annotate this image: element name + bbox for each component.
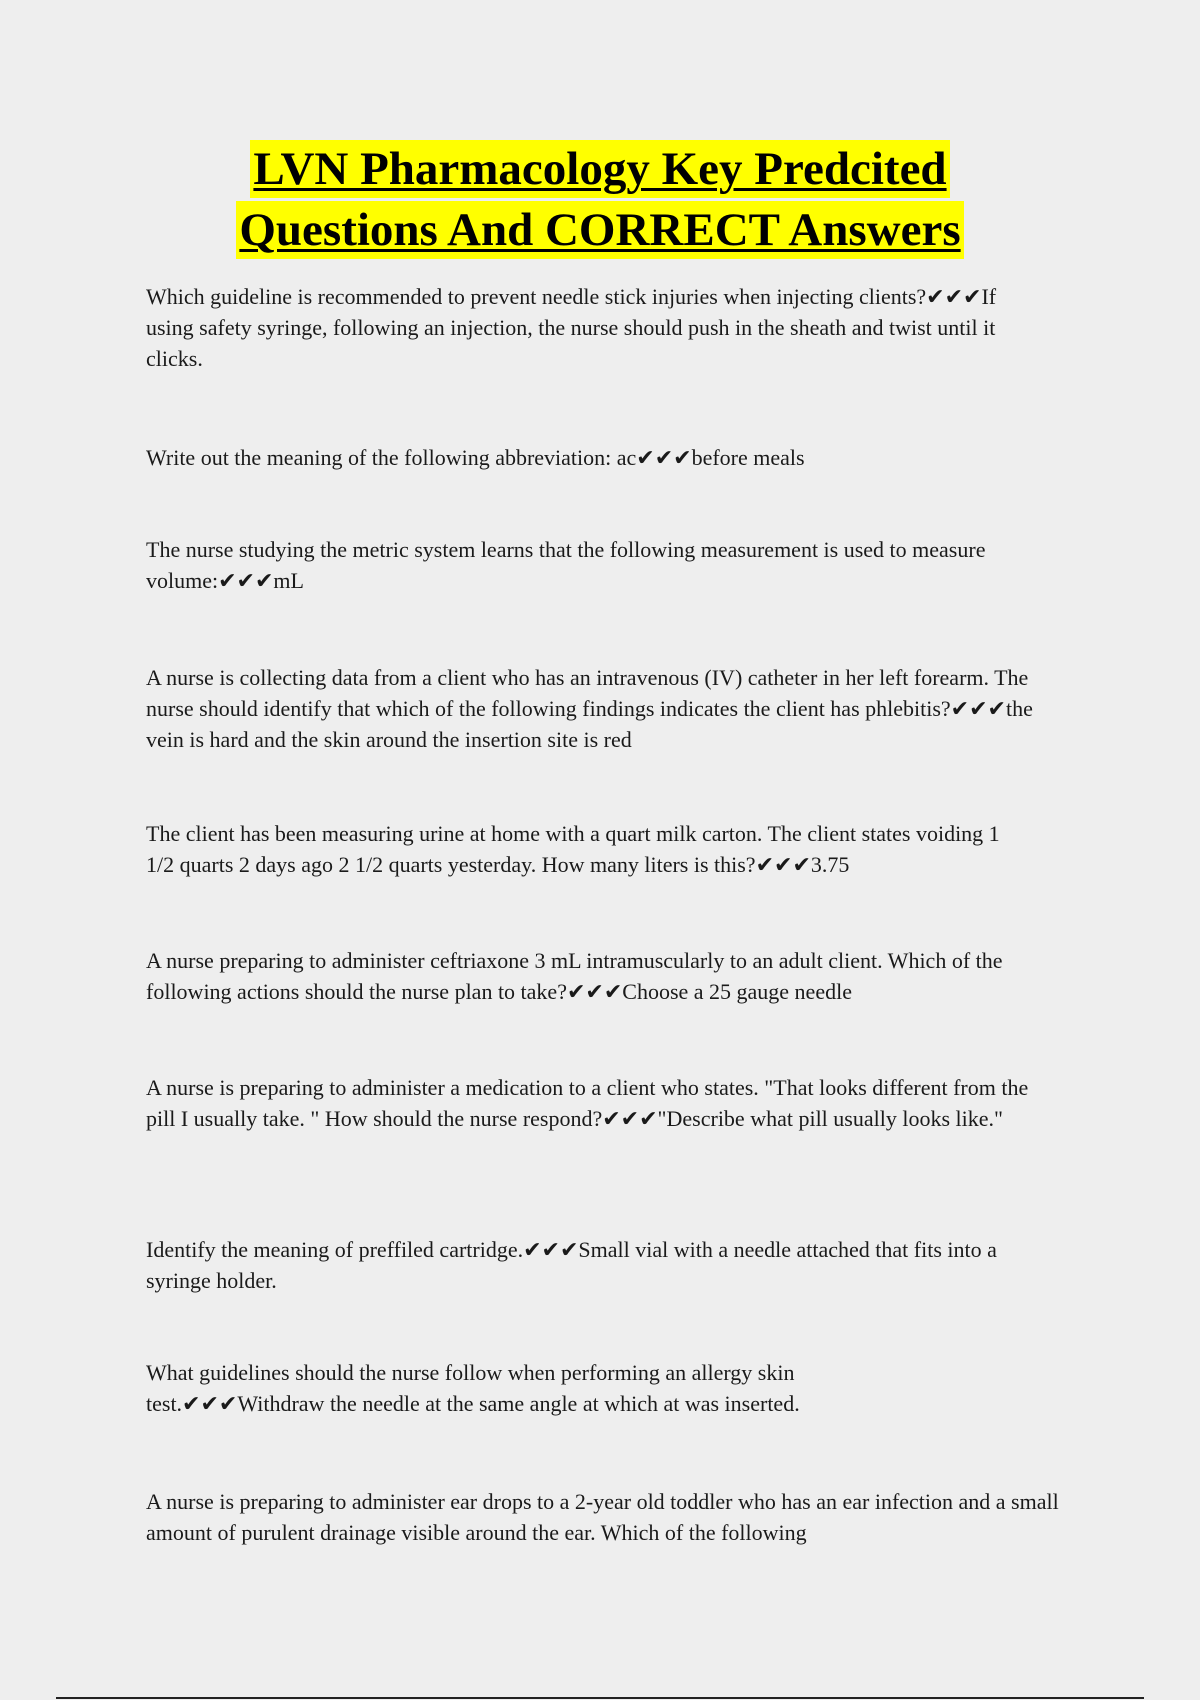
qa-item-4: A nurse is collecting data from a client who has an intravenous (IV) catheter in her left forearm. The nurse should identify that which of the following findings indicates the client has phlebitis?✔✔✔the vein is hard and the skin around the insertion site is red [146,665,1033,752]
qa-item-8: Identify the meaning of preffiled cartridge.✔✔✔Small vial with a needle attached that fits into a syringe holder. [146,1237,997,1293]
qa-item-5: The client has been measuring urine at home with a quart milk carton. The client states voiding 1 1/2 quarts 2 days ago 2 1/2 quarts yesterday. How many liters is this?✔✔✔3.75 [146,821,1000,877]
qa-item-1: Which guideline is recommended to prevent needle stick injuries when injecting clients?✔✔✔If using safety syringe, following an injection, the nurse should push in the sheath and twist until it clicks. [146,284,997,371]
qa-item-6: A nurse preparing to administer ceftriaxone 3 mL intramuscularly to an adult client. Which of the following actions should the nurse plan to take?✔✔✔Choose a 25 gauge needle [146,948,1003,1004]
qa-item-9: What guidelines should the nurse follow when performing an allergy skin test.✔✔✔Withdraw the needle at the same angle at which at was inserted. [146,1360,800,1416]
qa-item-7: A nurse is preparing to administer a medication to a client who states. "That looks different from the pill I usually take. " How should the nurse respond?✔✔✔"Describe what pill usually looks like." [146,1075,1029,1131]
qa-item-3: The nurse studying the metric system learns that the following measurement is used to measure volume:✔✔✔mL [146,537,986,593]
title-line-2: Questions And CORRECT Answers [236,201,963,259]
title-line-1: LVN Pharmacology Key Predcited [250,140,949,198]
document-title [0,140,1200,262]
page-bottom-rule [56,1697,1144,1699]
qa-item-10: A nurse is preparing to administer ear drops to a 2-year old toddler who has an ear infection and a small amount of purulent drainage visible around the ear. Which of the following [146,1489,1059,1545]
qa-item-2: Write out the meaning of the following abbreviation: ac✔✔✔before meals [146,445,805,470]
